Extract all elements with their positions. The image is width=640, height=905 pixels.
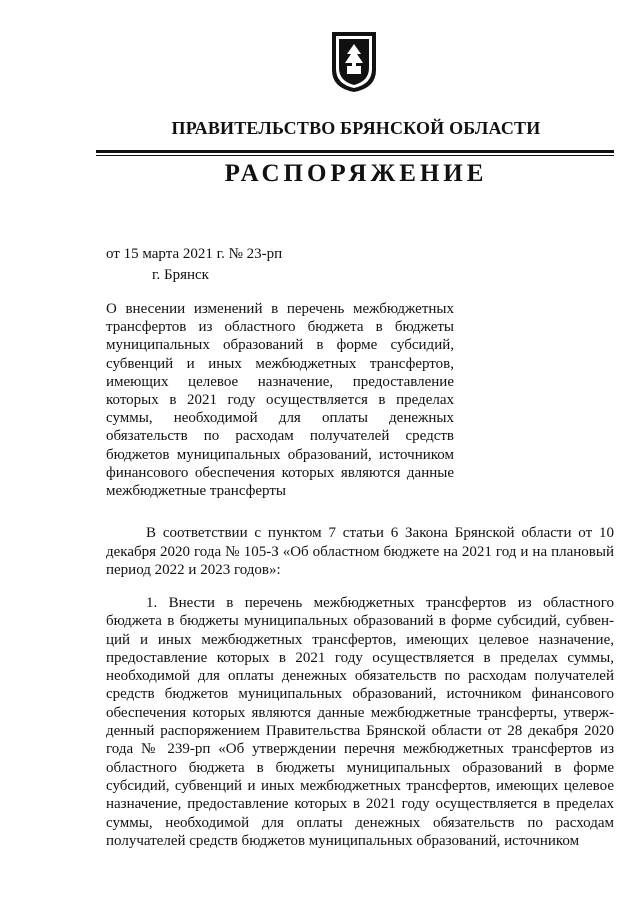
date-and-number: от 15 марта 2021 г. № 23-рп <box>106 246 283 262</box>
header-divider-thin <box>96 155 614 156</box>
coat-of-arms-icon <box>330 30 378 94</box>
city: г. Брянск <box>152 267 209 283</box>
organization-title: ПРАВИТЕЛЬСТВО БРЯНСКОЙ ОБЛАСТИ <box>171 118 541 138</box>
document-subject: О внесении изменений в перечень межбюджетных трансфертов из областного бюджета в бюджеты муниципальных образований в форме субсидий, субвенций и иных межбюджетных трансфертов, имеющих целевое назначение, предоставление которых в 2021 году осуществляется в пределах суммы, необходимой для оплаты денежных обязательств по расходам получателей средств бюджетов муниципальных образований, источником финансового обеспечения которых являются данные межбюджетные трансферты <box>106 301 454 500</box>
document-type-title: РАСПОРЯЖЕНИЕ <box>224 160 488 187</box>
item-1-paragraph: 1. Внести в перечень межбюджетных трансфертов из областного бюджета в бюджеты муниципальных образований в форме субсидий, субвен-ций и иных межбюджетных трансфертов, имеющих целевое назначение, предоставление которых в 2021 году осуществляется в пределах суммы, необходимой для оплаты денежных обязательств по расходам получателей средств бюджетов муниципальных образований, источником финансового обеспечения которых являются данные межбюджетные трансферты, утверж-денный распоряжением Правительства Брянской области от 28 декабря 2020 года № 239-рп «Об утверждении перечня межбюджетных трансфертов из областного бюджета в бюджеты муниципальных образований в форме субсидий, субвенций и иных межбюджетных трансфертов, имеющих целевое назначение, предоставление которых в 2021 году осуществляется в пределах суммы, необходимой для оплаты денежных обязательств по расходам получателей средств бюджетов муниципальных образований, источником <box>106 595 614 849</box>
preamble-paragraph: В соответствии с пунктом 7 статьи 6 Закона Брянской области от 10 декабря 2020 года № 105-З «Об областном бюджете на 2021 год и на плановый период 2022 и 2023 годов»: <box>106 525 614 578</box>
header-divider-thick <box>96 150 614 153</box>
